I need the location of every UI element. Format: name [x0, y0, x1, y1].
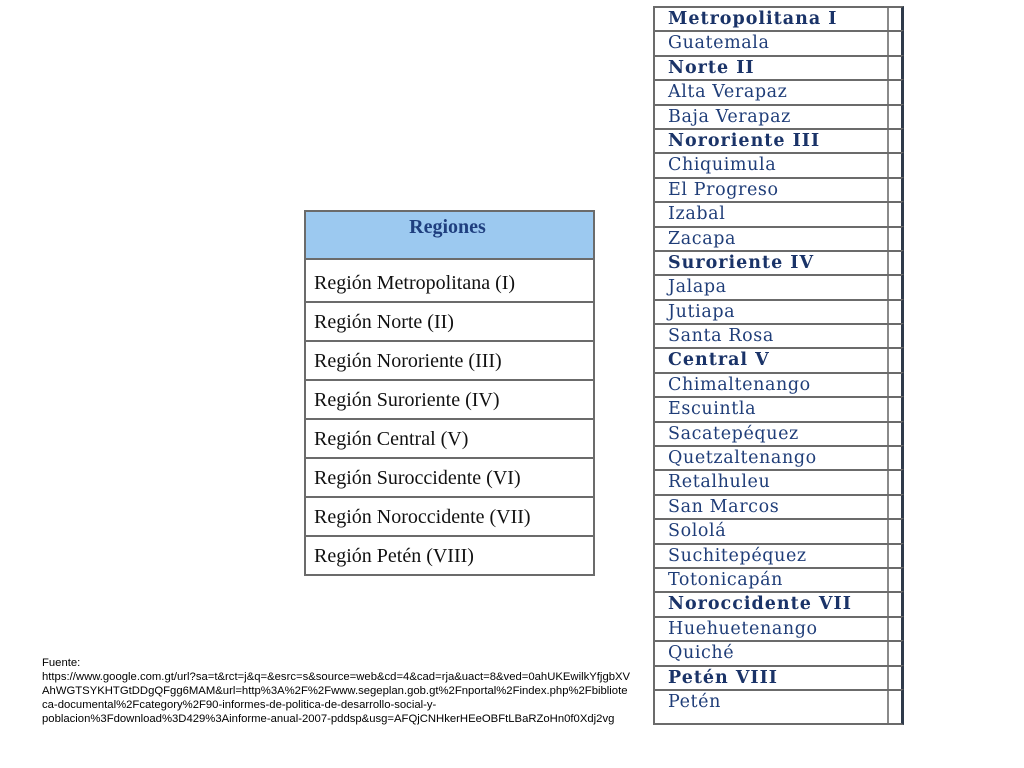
department-region-heading: Central V — [653, 347, 904, 371]
department-item: Huehuetenango — [653, 616, 904, 640]
department-item: Quiché — [653, 640, 904, 664]
regions-row: Región Central (V) — [304, 420, 595, 459]
regions-row: Región Petén (VIII) — [304, 537, 595, 576]
departments-list — [653, 6, 904, 725]
department-region-heading: Suroriente IV — [653, 250, 904, 274]
department-item: Quetzaltenango — [653, 445, 904, 469]
department-item: Suchitepéquez — [653, 543, 904, 567]
department-item: Sololá — [653, 518, 904, 542]
regions-row: Región Norte (II) — [304, 303, 595, 342]
department-item: Jutiapa — [653, 299, 904, 323]
source-line: https://www.google.com.gt/url?sa=t&rct=j&q=&esrc=s&source=web&cd=4&cad=rja&uact=8&ved=0ahUKEwilkYfjgbXV — [42, 671, 631, 683]
department-item: Izabal — [653, 201, 904, 225]
department-region-heading: Nororiente III — [653, 128, 904, 152]
regions-row: Región Nororiente (III) — [304, 342, 595, 381]
department-region-heading: Petén VIII — [653, 665, 904, 689]
department-region-heading: Noroccidente VII — [653, 591, 904, 615]
department-item: Escuintla — [653, 396, 904, 420]
source-line: AhWGTSYKHTGtDDgQFgg6MAM&url=http%3A%2F%2Fwww.segeplan.gob.gt%2Fnportal%2Findex.php%2Fbibliote — [42, 685, 628, 697]
department-item: Chimaltenango — [653, 372, 904, 396]
regions-row: Región Noroccidente (VII) — [304, 498, 595, 537]
department-item: San Marcos — [653, 494, 904, 518]
department-item: Alta Verapaz — [653, 79, 904, 103]
regions-row: Región Suroccidente (VI) — [304, 459, 595, 498]
department-item: Zacapa — [653, 226, 904, 250]
source-note — [42, 656, 642, 726]
department-item: El Progreso — [653, 177, 904, 201]
department-region-heading: Norte II — [653, 55, 904, 79]
department-item: Sacatepéquez — [653, 421, 904, 445]
regions-table — [304, 210, 595, 576]
source-line: ca-documental%2Fcategory%2F90-informes-de-politica-de-desarrollo-social-y- — [42, 699, 437, 711]
department-item: Santa Rosa — [653, 323, 904, 347]
department-item: Retalhuleu — [653, 469, 904, 493]
department-item: Chiquimula — [653, 152, 904, 176]
department-item: Petén — [653, 689, 904, 725]
department-item: Jalapa — [653, 274, 904, 298]
source-line: Fuente: — [42, 657, 81, 669]
department-region-heading: Metropolitana I — [653, 6, 904, 30]
department-item: Guatemala — [653, 30, 904, 54]
regions-row: Región Suroriente (IV) — [304, 381, 595, 420]
department-item: Totonicapán — [653, 567, 904, 591]
regions-table-header — [304, 210, 595, 260]
regions-header-label: Regiones — [409, 216, 486, 238]
regions-row: Región Metropolitana (I) — [304, 264, 595, 303]
department-item: Baja Verapaz — [653, 104, 904, 128]
source-line: poblacion%3Fdownload%3D429%3Ainforme-anual-2007-pddsp&usg=AFQjCNHkerHEeOBFtLBaRZoHn0f0Xdj2vg — [42, 713, 615, 725]
